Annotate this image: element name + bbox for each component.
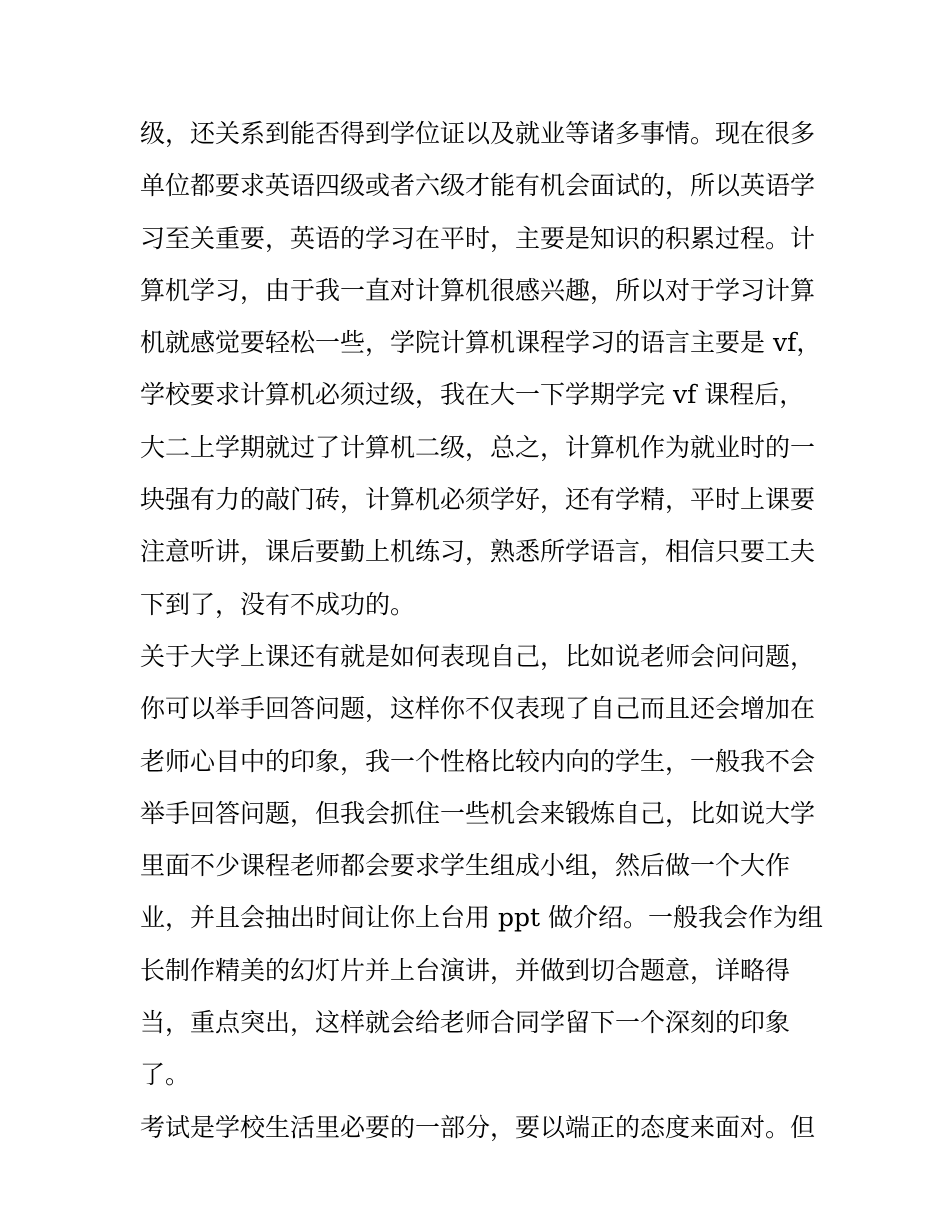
- text-line: 举手回答问题，但我会抓住一些机会来锻炼自己，比如说大学: [140, 798, 816, 828]
- text-line: 注意听讲，课后要勤上机练习，熟悉所学语言，相信只要工夫: [140, 537, 816, 567]
- text-line: 大二上学期就过了计算机二级，总之，计算机作为就业时的一: [140, 432, 816, 462]
- text-line: 关于大学上课还有就是如何表现自己，比如说老师会问问题，: [140, 641, 816, 671]
- text-line: 学校要求计算机必须过级，我在大一下学期学完 vf 课程后，: [140, 380, 805, 410]
- text-line: 了。: [140, 1060, 191, 1090]
- text-line: 机就感觉要轻松一些，学院计算机课程学习的语言主要是 vf，: [140, 328, 822, 358]
- text-line: 习至关重要，英语的学习在平时，主要是知识的积累过程。计: [140, 223, 816, 253]
- text-line: 老师心目中的印象，我一个性格比较内向的学生，一般我不会: [140, 746, 816, 776]
- text-line: 你可以举手回答问题，这样你不仅表现了自己而且还会增加在: [140, 694, 816, 724]
- text-line: 块强有力的敲门砖，计算机必须学好，还有学精，平时上课要: [140, 485, 816, 515]
- text-line: 算机学习，由于我一直对计算机很感兴趣，所以对于学习计算: [140, 275, 816, 305]
- text-line: 下到了，没有不成功的。: [140, 589, 416, 619]
- text-line: 长制作精美的幻灯片并上台演讲，并做到切合题意，详略得: [140, 955, 791, 985]
- text-line: 考试是学校生活里必要的一部分，要以端正的态度来面对。但: [140, 1112, 816, 1142]
- text-line: 单位都要求英语四级或者六级才能有机会面试的，所以英语学: [140, 171, 816, 201]
- text-line: 里面不少课程老师都会要求学生组成小组，然后做一个大作: [140, 851, 791, 881]
- text-line: 业，并且会抽出时间让你上台用 ppt 做介绍。一般我会作为组: [140, 903, 823, 933]
- text-line: 级，还关系到能否得到学位证以及就业等诸多事情。现在很多: [140, 119, 816, 148]
- text-line: 当，重点突出，这样就会给老师合同学留下一个深刻的印象: [140, 1008, 791, 1038]
- document-body: [140, 108, 823, 1154]
